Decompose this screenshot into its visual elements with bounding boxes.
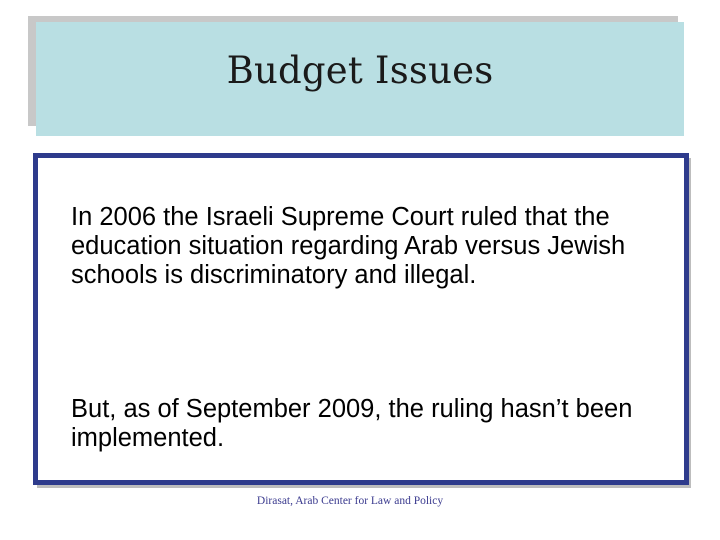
body-paragraph-2: But, as of September 2009, the ruling hasn’t been implemented.: [71, 395, 633, 452]
slide-title: Budget Issues: [226, 48, 494, 92]
slide-footer: Dirasat, Arab Center for Law and Policy: [256, 495, 444, 507]
content-box: [33, 153, 689, 485]
body-paragraph-1: In 2006 the Israeli Supreme Court ruled that the education situation regarding Arab versus Jewish schools is discriminatory and illegal.: [71, 203, 626, 289]
title-box: [36, 22, 684, 136]
